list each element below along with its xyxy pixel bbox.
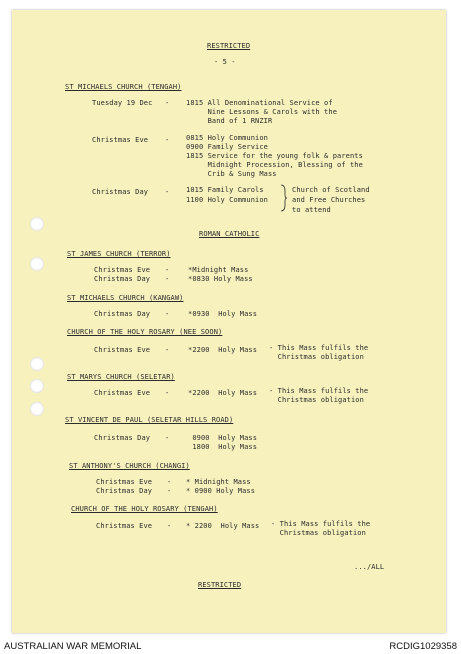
punch-hole: [30, 257, 44, 271]
dash: -: [165, 188, 170, 196]
archive-footer: [0, 638, 461, 654]
service-line: 0900 Family Service: [186, 143, 268, 151]
day-label: Christmas Day: [94, 275, 151, 283]
day-label: Christmas Eve: [94, 346, 151, 354]
service-line: 0815 Holy Communion: [186, 134, 268, 142]
service-line: * 2200 Holy Mass: [186, 522, 260, 530]
dash: -: [165, 266, 170, 274]
service-line: *0930 Holy Mass: [188, 310, 258, 318]
service-line: Crib & Sung Mass: [186, 170, 277, 178]
note-line: - This Mass fulfils the: [269, 344, 369, 352]
day-label: Christmas Day: [96, 487, 153, 495]
section-heading: ST VINCENT DE PAUL (SELETAR HILLS ROAD): [65, 416, 234, 424]
section-heading: ST MICHAELS CHURCH (KANGAW): [67, 294, 184, 302]
punch-hole: [30, 357, 44, 371]
day-label: Christmas Eve: [92, 136, 149, 144]
service-line: * Midnight Mass: [186, 478, 251, 486]
service-line: Midnight Procession, Blessing of the: [186, 161, 363, 169]
service-line: 1815 All Denominational Service of: [186, 99, 333, 107]
dash: -: [167, 522, 172, 530]
day-label: Christmas Day: [94, 310, 151, 318]
service-line: 1100 Holy Communion: [186, 196, 268, 204]
service-line: Band of 1 RNZIR: [186, 117, 273, 125]
section-heading: ST JAMES CHURCH (TERROR): [67, 250, 171, 258]
day-label: Christmas Eve: [94, 266, 151, 274]
day-label: Christmas Day: [94, 434, 151, 442]
service-line: *2200 Holy Mass: [188, 346, 258, 354]
day-label: Christmas Eve: [96, 478, 153, 486]
day-label: Christmas Eve: [94, 389, 151, 397]
archive-reference: RCDIG1029358: [389, 641, 457, 652]
section-heading: ROMAN CATHOLIC: [199, 230, 260, 238]
service-line: *Midnight Mass: [188, 266, 249, 274]
section-heading: ST ANTHONY'S CHURCH (CHANGI): [69, 462, 190, 470]
dash: -: [165, 346, 170, 354]
archive-name: AUSTRALIAN WAR MEMORIAL: [4, 641, 142, 652]
service-line: * 0900 Holy Mass: [186, 487, 256, 495]
dash: -: [165, 275, 170, 283]
service-line: *2200 Holy Mass: [188, 389, 258, 397]
brace: [280, 184, 288, 212]
dash: -: [167, 487, 172, 495]
service-line: Nine Lessons & Carols with the: [186, 108, 338, 116]
punch-hole: [30, 217, 44, 231]
service-line: 1800 Holy Mass: [188, 443, 258, 451]
note-line: - This Mass fulfils the: [269, 387, 369, 395]
punch-hole: [30, 402, 44, 416]
day-label: Tuesday 19 Dec: [92, 99, 153, 107]
service-line: 1015 Family Carols: [186, 186, 264, 194]
dash: -: [165, 136, 170, 144]
note-line: - This Mass fulfils the: [271, 520, 371, 528]
classification-header: RESTRICTED: [207, 42, 251, 50]
section-heading: CHURCH OF THE HOLY ROSARY (NEE SOON): [67, 328, 223, 336]
dash: -: [165, 99, 170, 107]
day-label: Christmas Day: [92, 188, 149, 196]
section-heading: ST MICHAELS CHURCH (TENGAH): [65, 83, 182, 91]
service-line: 1815 Service for the young folk & parents: [186, 152, 363, 160]
dash: -: [167, 478, 172, 486]
classification-footer: RESTRICTED: [198, 581, 242, 589]
note-line: to attend: [292, 206, 331, 214]
dash: -: [165, 310, 170, 318]
section-heading: CHURCH OF THE HOLY ROSARY (TENGAH): [71, 505, 218, 513]
section-heading: ST MARYS CHURCH (SELETAR): [67, 373, 175, 381]
note-line: Church of Scotland: [292, 186, 370, 194]
service-line: 0900 Holy Mass: [188, 434, 258, 442]
dash: -: [165, 434, 170, 442]
punch-hole: [30, 379, 44, 393]
day-label: Christmas Eve: [96, 522, 153, 530]
service-line: *0830 Holy Mass: [188, 275, 253, 283]
continuation-marker: .../ALL: [354, 563, 385, 571]
note-line: and Free Churches: [292, 196, 366, 204]
note-line: Christmas obligation: [269, 396, 364, 404]
note-line: Christmas obligation: [269, 353, 364, 361]
note-line: Christmas obligation: [271, 529, 366, 537]
page-number: - 5 -: [214, 58, 236, 66]
dash: -: [165, 389, 170, 397]
